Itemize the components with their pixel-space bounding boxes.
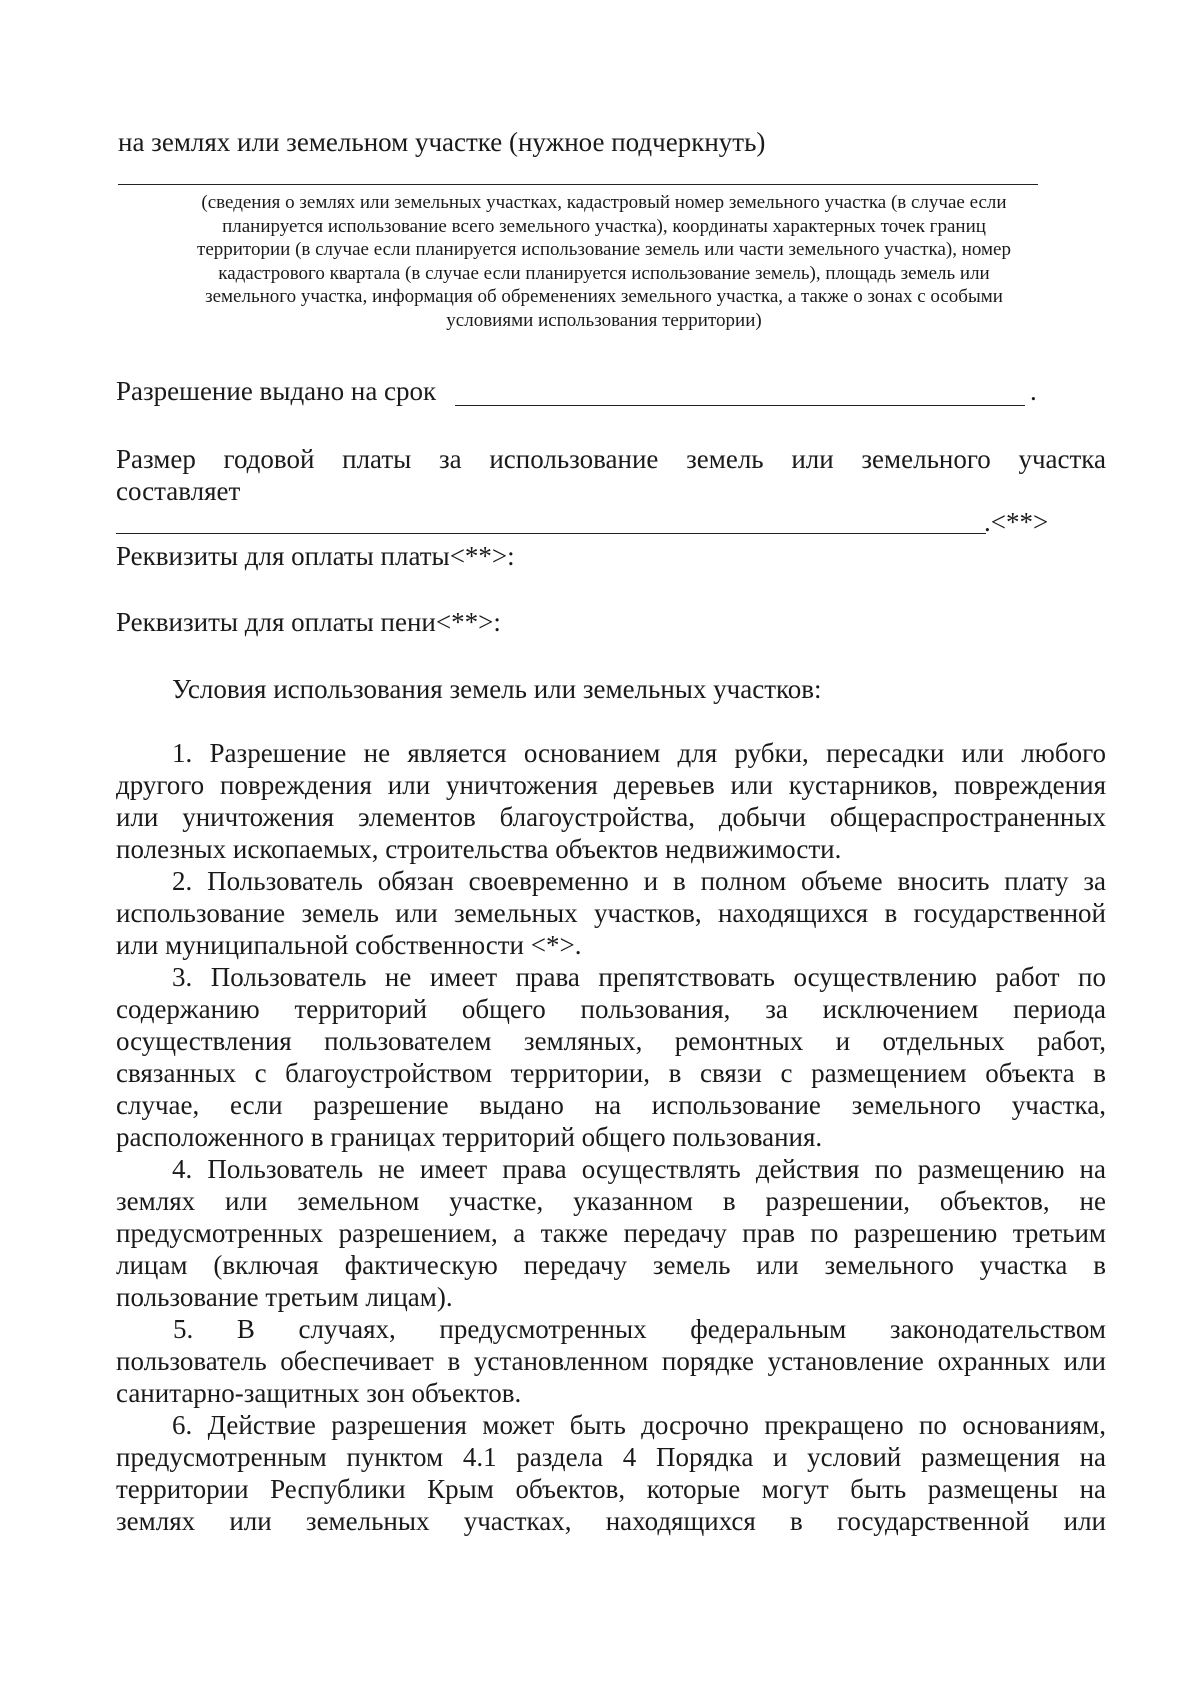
paragraph-line: территории Республики Крым объектов, которые могут быть размещены на	[116, 1474, 1106, 1504]
condition-paragraph-3	[116, 961, 1106, 1153]
caption-line: (сведения о землях или земельных участках, кадастровый номер земельного участка (в случае если	[201, 192, 1007, 213]
paragraph-line: другого повреждения или уничтожения деревьев или кустарников, повреждения	[116, 770, 1106, 800]
fee-block	[116, 443, 1106, 475]
land-info-caption	[118, 191, 1090, 332]
paragraph-line: 5. В случаях, предусмотренных федеральным законодательством	[173, 1314, 1106, 1344]
paragraph-line: или муниципальной собственности <*>.	[116, 930, 582, 960]
term-fill-line	[455, 405, 1025, 406]
land-info-fill-line	[118, 184, 1038, 185]
paragraph-line: случае, если разрешение выдано на использование земельного участка,	[116, 1090, 1106, 1120]
heading-line: на землях или земельном участке (нужное подчеркнуть)	[118, 127, 766, 157]
paragraph-line: землях или земельных участках, находящихся в государственной или	[116, 1506, 1106, 1536]
condition-paragraph-1	[116, 737, 1106, 865]
paragraph-line: пользование третьим лицам).	[116, 1282, 453, 1312]
paragraph-line: лицам (включая фактическую передачу земель или земельного участка в	[116, 1250, 1106, 1280]
condition-paragraph-4	[116, 1153, 1106, 1313]
term-label: Разрешение выдано на срок	[116, 376, 437, 406]
caption-line: территории (в случае если планируется использование земель или части земельного участка), номер	[197, 239, 1011, 260]
caption-line: планируется использование всего земельного участка), координаты характерных точек границ	[222, 215, 986, 237]
paragraph-line: предусмотренных разрешением, а также передачу прав по разрешению третьим	[116, 1218, 1106, 1248]
paragraph-line: осуществления пользователем земляных, ремонтных и отдельных работ,	[116, 1026, 1106, 1056]
paragraph-line: связанных с благоустройством территории, в связи с размещением объекта в	[116, 1058, 1106, 1088]
requisites-penalty: Реквизиты для оплаты пени<**>:	[116, 607, 501, 637]
fee-end: .<**>	[984, 507, 1049, 537]
paragraph-line: расположенного в границах территорий общего пользования.	[116, 1122, 823, 1152]
term-end: .	[1030, 376, 1037, 406]
paragraph-line: предусмотренным пунктом 4.1 раздела 4 Порядка и условий размещения на	[116, 1442, 1106, 1472]
paragraph-line: 6. Действие разрешения может быть досрочно прекращено по основаниям,	[172, 1410, 1106, 1440]
paragraph-line: полезных ископаемых, строительства объектов недвижимости.	[116, 834, 842, 864]
caption-line: земельного участка, информация об обременениях земельного участка, а также о зонах с особыми	[205, 286, 1003, 307]
requisites-payment: Реквизиты для оплаты платы<**>:	[116, 541, 515, 571]
fee-line-1: Размер годовой платы за использование земель или земельного участка	[116, 444, 1106, 474]
paragraph-line: использование земель или земельных участков, находящихся в государственной	[116, 898, 1106, 928]
condition-paragraph-5	[116, 1313, 1106, 1409]
paragraph-line: санитарно-защитных зон объектов.	[116, 1378, 522, 1408]
condition-paragraph-2	[116, 865, 1106, 961]
paragraph-line: пользователь обеспечивает в установленном порядке установление охранных или	[116, 1346, 1106, 1376]
caption-line: кадастрового квартала (в случае если планируется использование земель), площадь земель или	[218, 262, 990, 284]
paragraph-line: 2. Пользователь обязан своевременно и в полном объеме вносить плату за	[172, 866, 1106, 896]
paragraph-line: 3. Пользователь не имеет права препятствовать осуществлению работ по	[172, 962, 1106, 992]
fee-fill-line	[116, 533, 986, 534]
paragraph-line: 1. Разрешение не является основанием для рубки, пересадки или любого	[172, 738, 1106, 768]
paragraph-line: содержанию территорий общего пользования, за исключением периода	[116, 994, 1106, 1024]
paragraph-line: 4. Пользователь не имеет права осуществлять действия по размещению на	[172, 1154, 1106, 1184]
condition-paragraph-6	[116, 1409, 1106, 1537]
caption-line: условиями использования территории)	[446, 309, 762, 331]
paragraph-line: землях или земельном участке, указанном в разрешении, объектов, не	[116, 1186, 1106, 1216]
fee-line-2: составляет	[116, 476, 241, 506]
conditions-title: Условия использования земель или земельных участков:	[172, 674, 822, 704]
paragraph-line: или уничтожения элементов благоустройства, добычи общераспространенных	[116, 802, 1106, 832]
